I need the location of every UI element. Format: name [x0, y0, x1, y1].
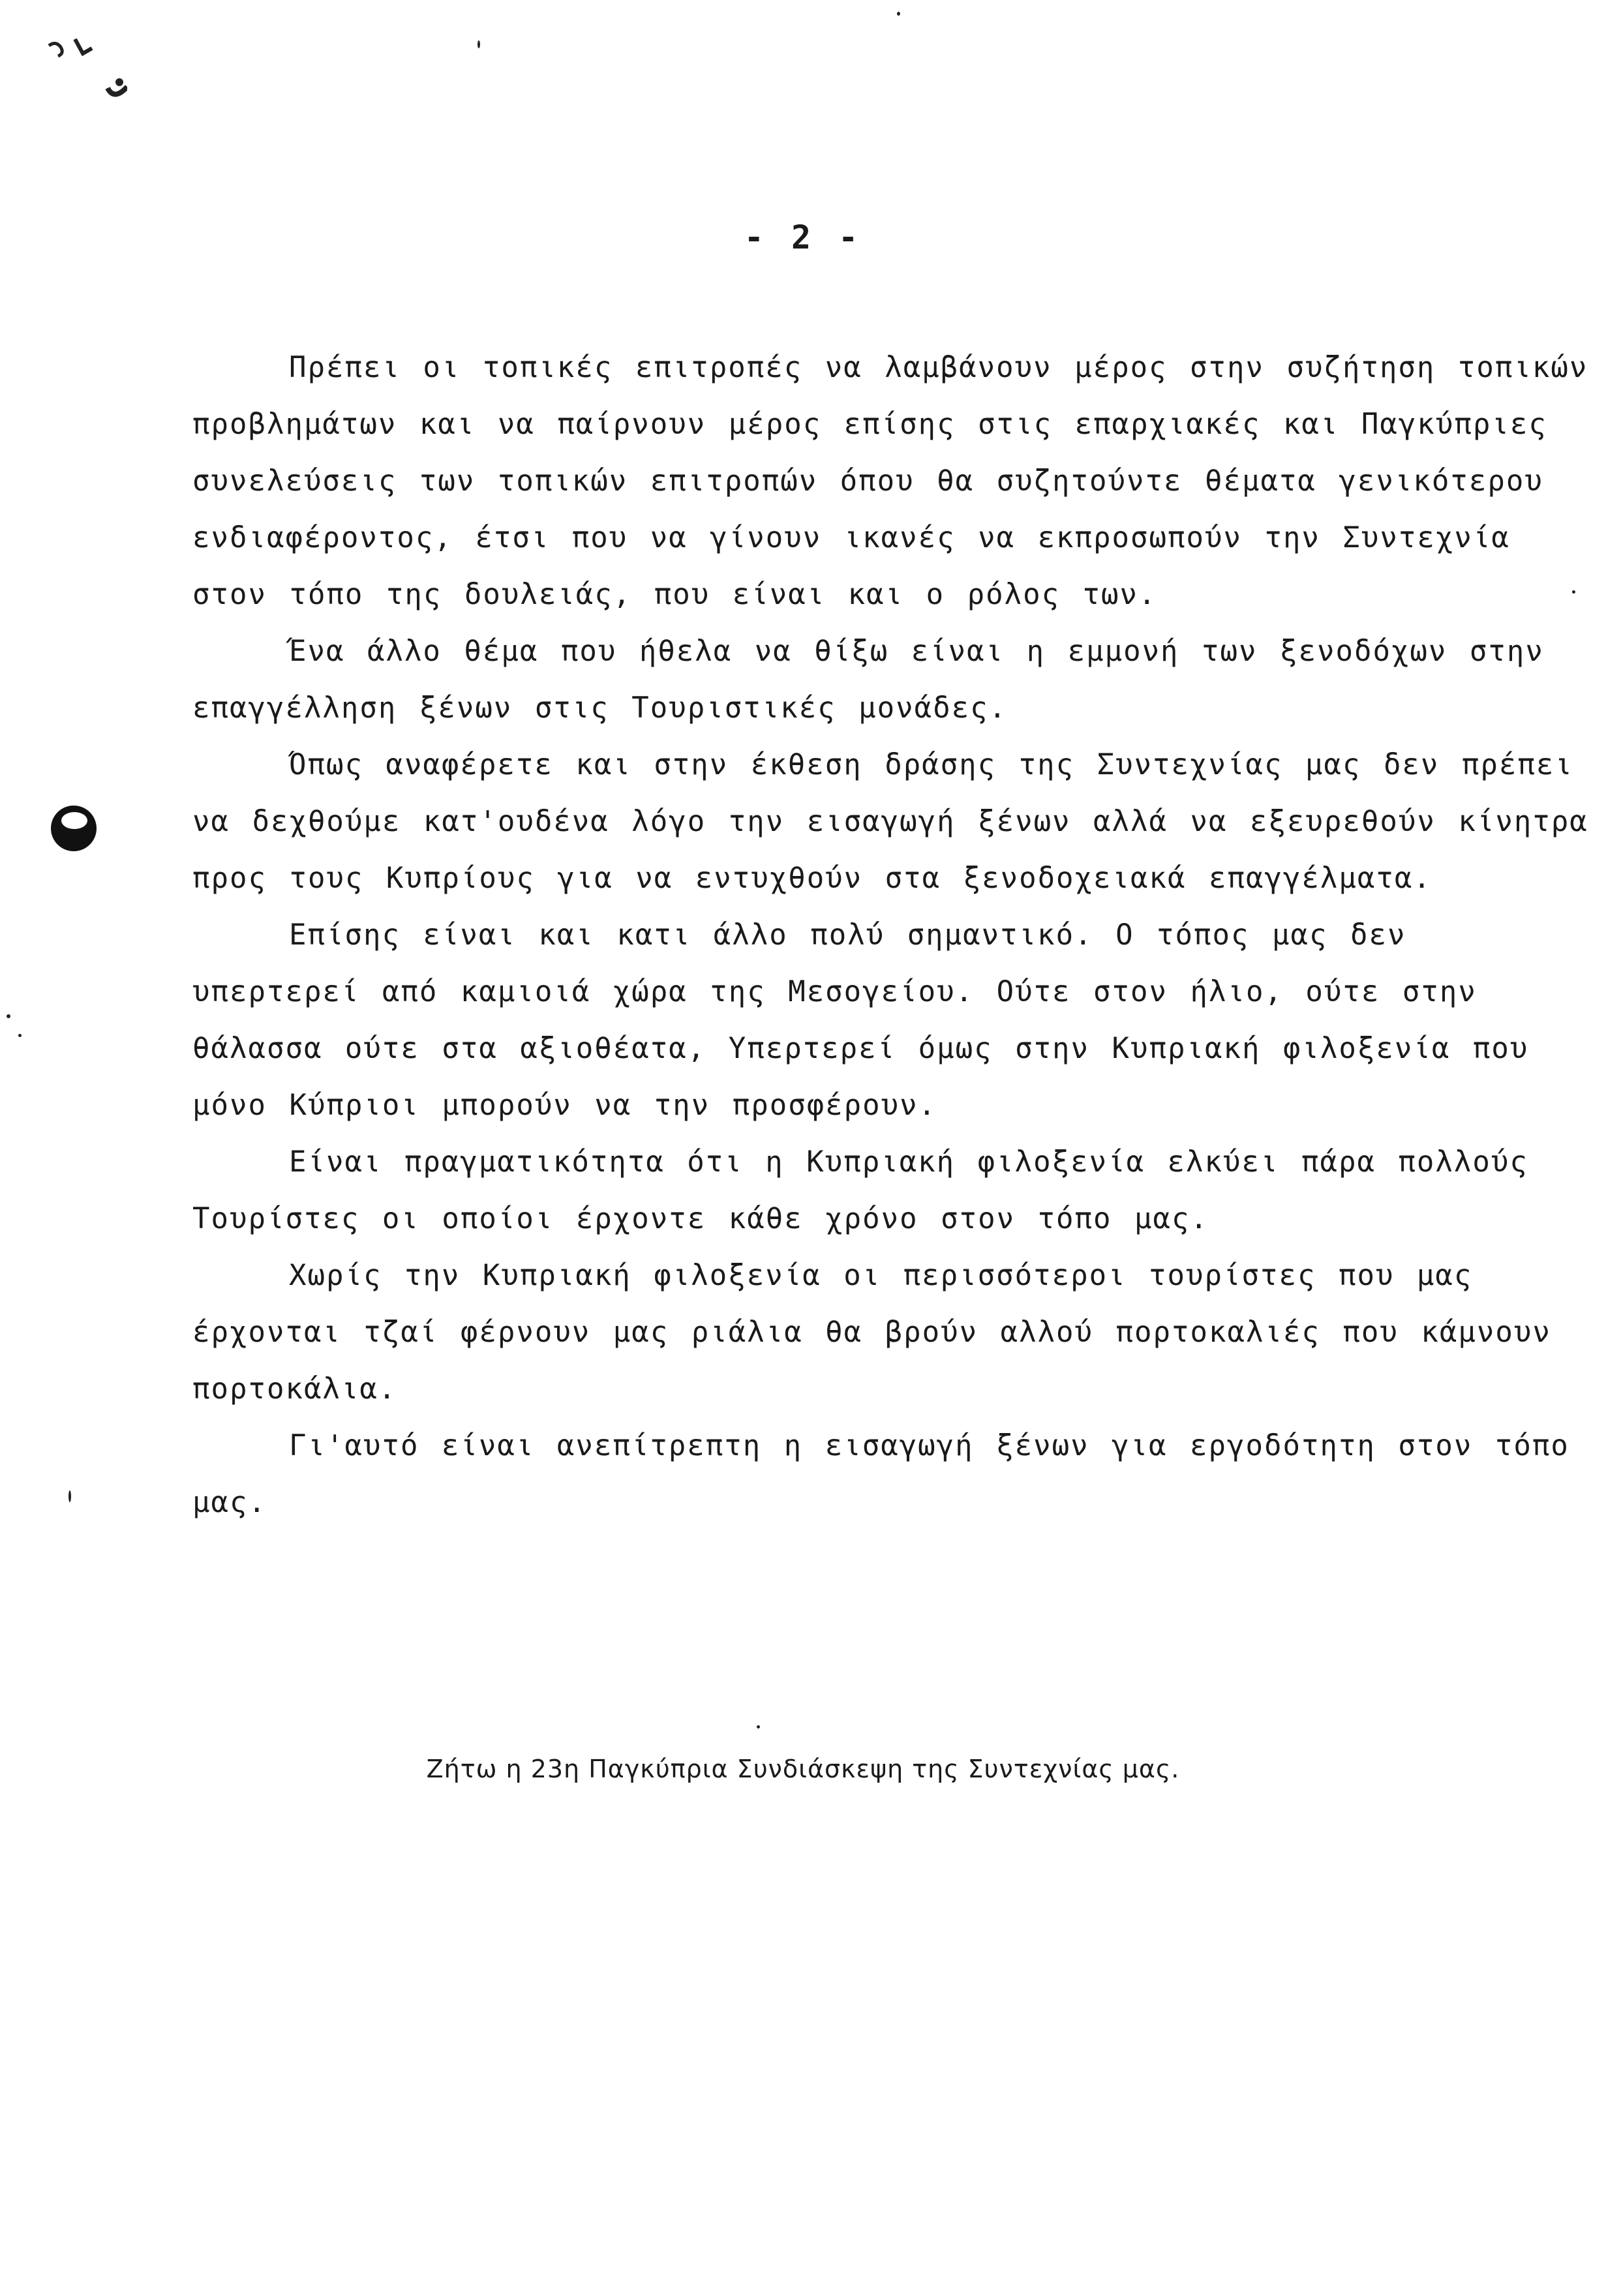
paragraph-tourists: Είναι πραγματικότητα ότι η Κυπριακή φιλοξενία ελκύει πάρα πολλούς Τουρίστες οι οποίοι έρχοντε κάθε χρόνο στον τόπο μας.	[192, 1145, 1528, 1235]
letter-body	[192, 339, 1588, 1531]
paragraph-local-committees: Πρέπει οι τοπικές επιτροπές να λαμβάνουν μέρος στην συζήτηση τοπικών προβλημάτων και να παίρνουν μέρος επίσης στις επαρχιακές και Παγκύπριες συνελεύσεις των τοπικών επιτροπών όπου θα συζητούντε θέματα γενικότερου ενδιαφέροντος, έτσι που να γίνουν ικανές να εκπροσωπούν την Συντεχνία στον τόπο της δουλειάς, που είναι και ο ρόλος των.	[192, 351, 1588, 611]
paragraph-activity-report: Όπως αναφέρετε και στην έκθεση δράσης της Συντεχνίας μας δεν πρέπει να δεχθούμε κατ'ουδένα λόγο την εισαγωγή ξένων αλλά να εξευρεθούν κίνητρα προς τους Κυπρίους για να εντυχθούν στα ξενοδοχειακά επαγγέλματα.	[192, 748, 1588, 895]
scan-speck	[477, 40, 480, 48]
paragraph-cyprus-hospitality: Επίσης είναι και κατι άλλο πολύ σημαντικό. Ο τόπος μας δεν υπερτερεί από καμιοιά χώρα της Μεσογείου. Ούτε στον ήλιο, ούτε στην θάλασσα ούτε στα αξιοθέατα, Υπερτερεί όμως στην Κυπριακή φιλοξενία που μόνο Κύπριοι μπορούν να την προσφέρουν.	[192, 918, 1529, 1122]
scan-speck	[757, 1725, 760, 1729]
closing-salutation: Ζήτω η 23η Παγκύπρια Συνδιάσκεψη της Συντεχνίας μας.	[426, 1755, 1180, 1783]
paragraph-conclusion: Γι'αυτό είναι ανεπίτρεπτη η εισαγωγή ξένων για εργοδότητη στον τόπο μας.	[192, 1429, 1569, 1519]
scan-speck	[897, 12, 900, 16]
paragraph-foreign-workers: Ένα άλλο θέμα που ήθελα να θίξω είναι η εμμονή των ξενοδόχων στην επαγγέλληση ξένων στις Τουριστικές μονάδες.	[192, 635, 1544, 725]
paragraph-without-hospitality: Χωρίς την Κυπριακή φιλοξενία οι περισσότεροι τουρίστες που μας έρχονται τζαί φέρνουν μας ριάλια θα βρούν αλλού πορτοκαλιές που κάμνουν πορτοκάλια.	[192, 1259, 1551, 1406]
page-number: - 2 -	[744, 219, 862, 256]
handwritten-mark-icon	[36, 20, 127, 111]
scan-speck	[18, 1034, 22, 1037]
scan-speck	[68, 1490, 71, 1502]
hole-punch-icon	[51, 806, 97, 851]
scan-speck	[7, 1014, 10, 1018]
